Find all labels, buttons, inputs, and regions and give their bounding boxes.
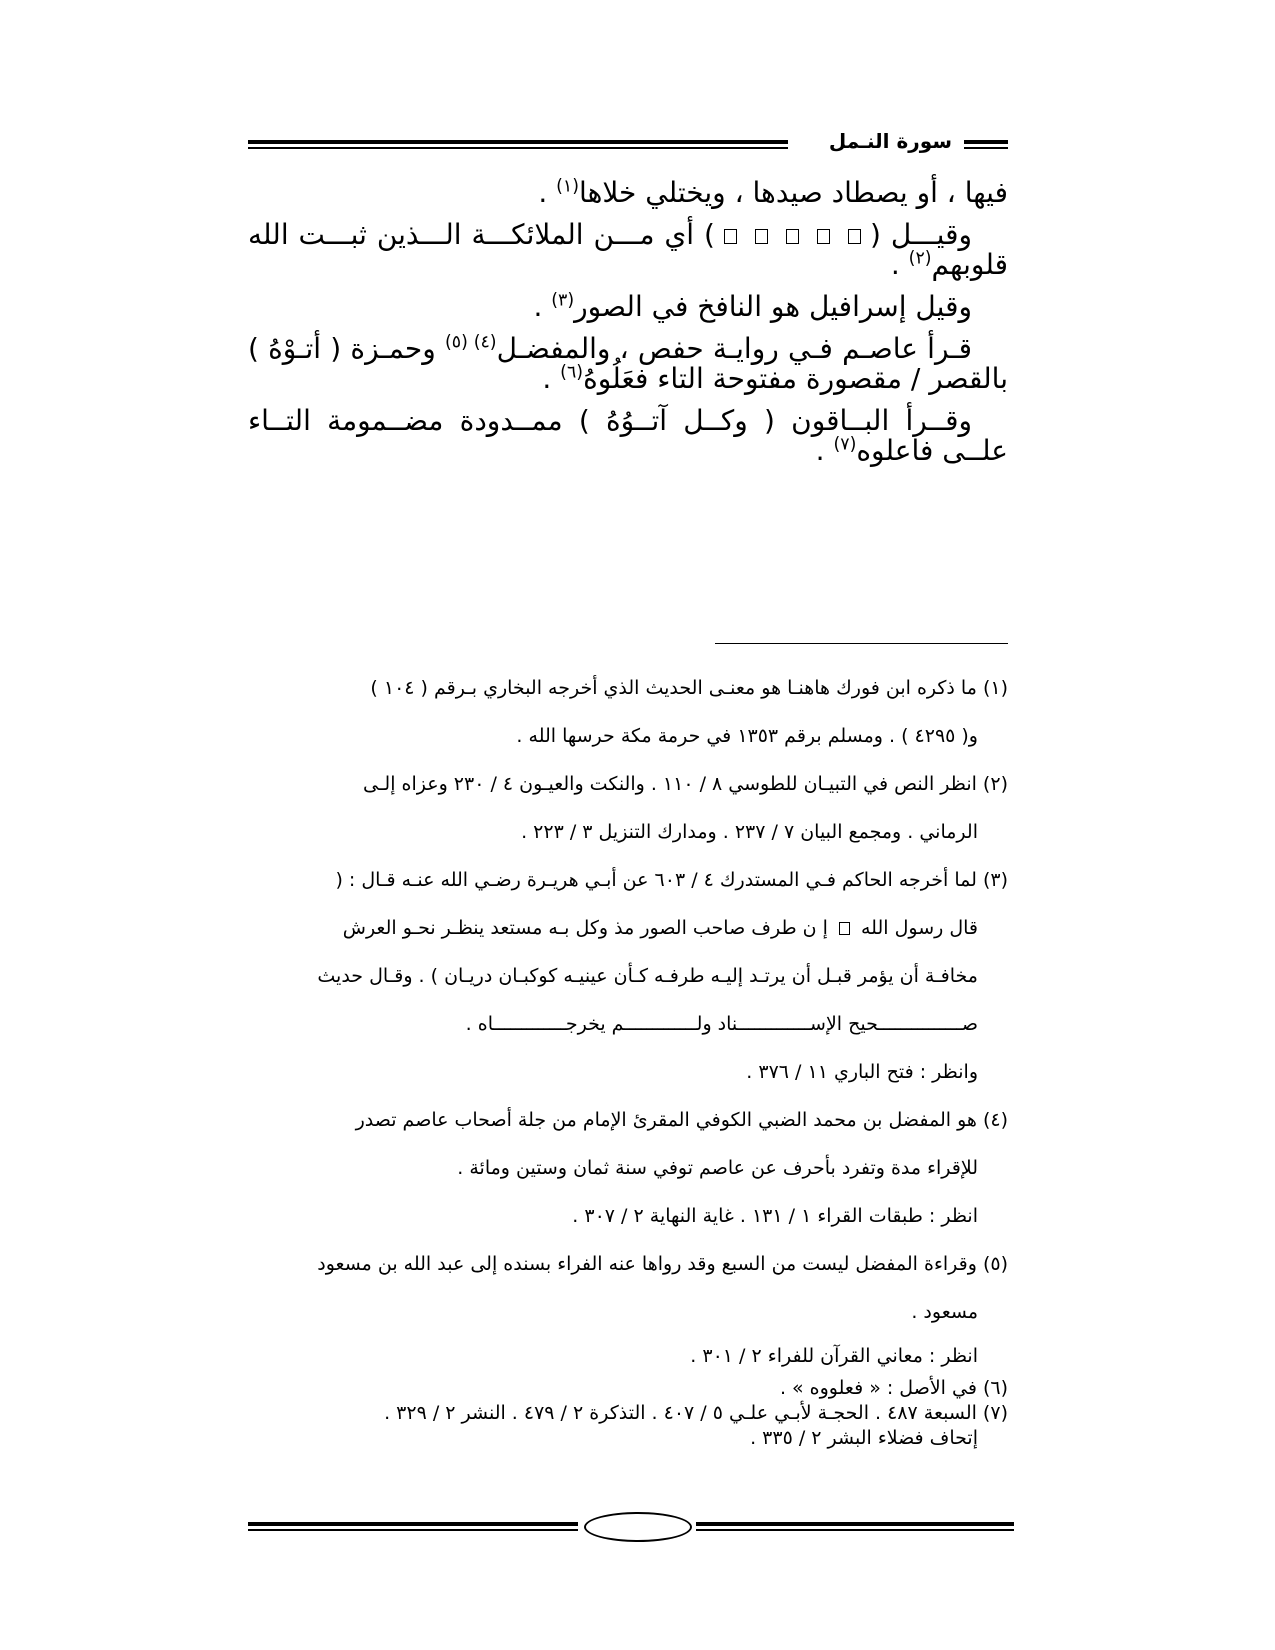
footnote-1: (١) ما ذكره ابن فورك هاهنـا هو معنـى الحديث الذي أخرجه البخاري بـرقم ( ١٠٤ ) [370,677,1008,699]
paragraph-4: قـرأ عاصـم فـي روايـة حفص ، والمفضـل$^{(٤)}$ $^{(٥)}$ وحمـزة ( أتـوْهُ ) بالقصر / مقصورة مفتوحة التاء فعَلُوهُ$^{(٦)}$ . [248,332,1008,395]
paragraph-2: وقيـــل () أي مـــن الملائكـــة الـــذين ثبـــت الله قلوبهم$^{(٢)}$ . [248,218,1008,281]
footnote-ref: (١) [556,176,580,197]
footnote-ref: (٧) [833,434,857,455]
missing-glyph-icon [839,922,850,935]
header-rule-left [248,140,788,149]
footnote-ref: (٥) [444,332,474,353]
paragraph-3: وقيل إسرافيل هو النافخ في الصور$^{(٣)}$ . [533,290,972,323]
footnote-7: (٧) السبعة ٤٨٧ . الحجـة لأبـي علـي ٥ / ٤٠٧ . التذكرة ٢ / ٤٧٩ . النشر ٢ / ٣٢٩ . [384,1402,1008,1424]
footnote-3-cont-3: صـــــــــــــــحيح الإســـــــــــــناد ولـــــــــــــم يخرجـــــــــــــاه . [465,1013,978,1035]
footnote-ref: (٤) [473,332,497,353]
footnote-1-cont: و( ٤٢٩٥ ) . ومسلم برقم ١٣٥٣ في حرمة مكة حرسها الله . [516,725,978,747]
footnote-4-cont: للإقراء مدة وتفرد بأحرف عن عاصم توفي سنة ثمان وستين ومائة . [457,1157,978,1179]
paragraph-1: فيها ، أو يصطاد صيدها ، ويختلي خلاها$^{(١)}$ . [538,176,1008,209]
footnote-2: (٢) انظر النص في التبيـان للطوسي ٨ / ١١٠ . والنكت والعيـون ٤ / ٢٣٠ وعزاه إلـى [363,773,1008,795]
surah-title: سورة النـمل [828,129,952,153]
footnote-3-cont-4: وانظر : فتح الباري ١١ / ٣٧٦ . [746,1061,978,1083]
footer-rule-left [248,1522,578,1531]
footnote-3-cont: قال رسول الله إ ن طرف صاحب الصور مذ وكل بـه مستعد ينظـر نحـو العرش [342,917,978,939]
missing-glyph-icon [848,229,861,244]
footnote-3-cont-2: مخافـة أن يؤمر قبـل أن يرتـد إليـه طرفـه كـأن عينيـه كوكبـان دريـان ) . وقـال حديث [317,965,978,987]
footnote-5-cont: مسعود . [911,1301,978,1323]
footnote-7-cont: إتحاف فضلاء البشر ٢ / ٣٣٥ . [750,1427,978,1449]
footnote-6: (٦) في الأصل : « فعلووه » . [779,1377,1008,1399]
footnote-ref: (٦) [560,362,584,383]
missing-glyph-icon [786,229,799,244]
footnote-ref: (٢) [908,248,932,269]
page-footer-ornament [248,1510,1014,1544]
page-header [248,128,1008,158]
header-rule-right [964,140,1008,149]
footnote-4: (٤) هو المفضل بن محمد الضبي الكوفي المقرئ الإمام من جلة أصحاب عاصم تصدر [355,1109,1008,1131]
footnote-2-cont: الرماني . ومجمع البيان ٧ / ٢٣٧ . ومدارك التنزيل ٣ / ٢٢٣ . [521,821,978,843]
main-text [248,178,1008,478]
footnote-3: (٣) لما أخرجه الحاكم فـي المستدرك ٤ / ٦٠٣ عن أبـي هريـرة رضـي الله عنـه قـال : ( [335,869,1008,891]
missing-glyph-icon [724,229,737,244]
footnote-4-cont-2: انظر : طبقات القراء ١ / ١٣١ . غاية النهاية ٢ / ٣٠٧ . [572,1205,978,1227]
missing-glyph-icon [817,229,830,244]
footer-rule-right [696,1522,1014,1531]
footnote-ref: (٣) [551,290,575,311]
footnote-5: (٥) وقراءة المفضل ليست من السبع وقد رواها عنه الفراء بسنده إلى عبد الله بن مسعود [317,1253,1008,1275]
paragraph-5: وقــرأ البــاقون ( وكــل آتــوُهُ ) ممــدودة مضــمومة التــاء علــى فاعلوه$^{(٧)}$ . [248,404,1008,467]
footnotes [248,664,1008,1451]
footnote-5-cont-2: انظر : معاني القرآن للفراء ٢ / ٣٠١ . [690,1345,978,1367]
footnote-separator [715,643,1008,644]
missing-glyph-icon [755,229,768,244]
page-number-oval [584,1512,692,1542]
